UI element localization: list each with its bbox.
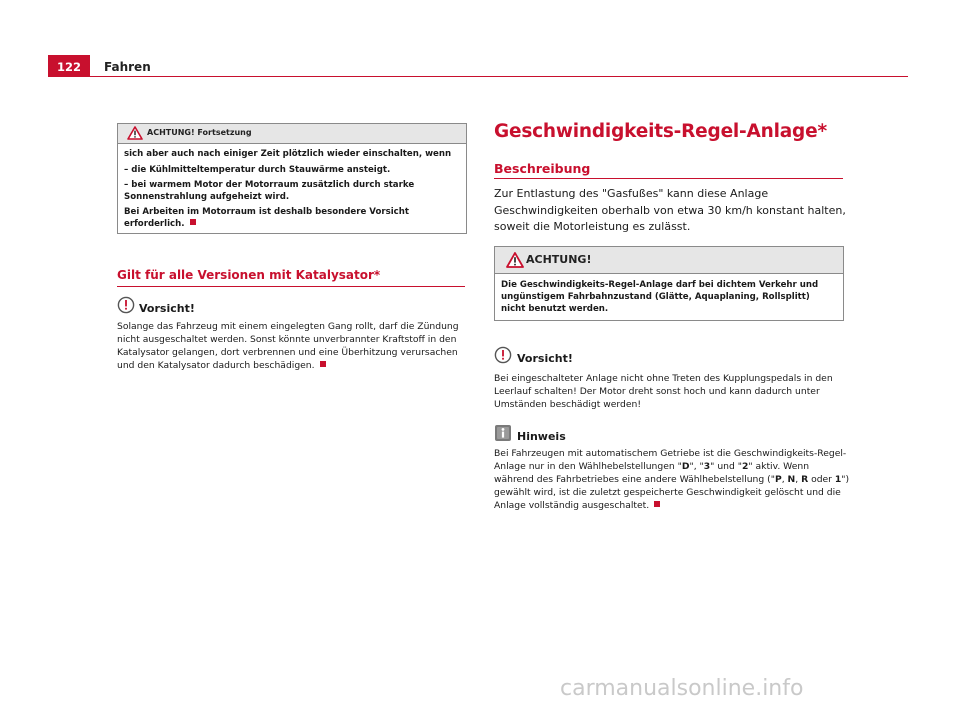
- subsection-heading: Beschreibung: [494, 161, 591, 176]
- warning-continued-title: ACHTUNG! Fortsetzung: [147, 128, 252, 137]
- warning-paragraph: [124, 207, 460, 230]
- warning-triangle-icon: [127, 126, 143, 140]
- gear-position-p: P: [774, 474, 782, 485]
- warning-text: Die Geschwindigkeits-Regel-Anlage darf bei dichtem Verkehr und ungünstigem Fahrbahnzustand (Glätte, Aquaplaning, Rollsplitt) nicht benutzt werden.: [501, 280, 819, 314]
- warning-paragraph: – die Kühlmitteltemperatur durch Stauwärme ansteigt.: [124, 164, 391, 175]
- note-text-part: " aktiv. Wenn während des Fahrbetriebes eine andere Wählhebelstellung (": [494, 461, 810, 485]
- note-text-part: oder: [808, 474, 835, 485]
- caution-title: Vorsicht!: [139, 302, 195, 315]
- note-text-part: " und ": [710, 461, 742, 472]
- caution-text: Bei eingeschalteter Anlage nicht ohne Treten des Kupplungspedals in den Leerlauf schalten! Der Motor dreht sonst hoch und kann dadurch unter Umständen beschädigt werden!: [494, 373, 833, 410]
- page-number: 122: [48, 55, 90, 77]
- intro-paragraph: Zur Entlastung des "Gasfußes" kann diese Anlage Geschwindigkeiten oberhalb von etwa 30 km/h konstant halten, soweit die Motorleistung es zulässt.: [494, 187, 846, 233]
- note-text-part: Bei Fahrzeugen mit automatischem Getriebe ist die Geschwindigkeits-Regel-Anlage nur in den Wählhebelstellungen ": [494, 448, 847, 472]
- warning-continued-header: [118, 124, 466, 144]
- gear-position-3: 3: [703, 461, 711, 472]
- section-divider: [117, 286, 465, 287]
- gear-position-n: N: [787, 474, 796, 485]
- gear-position-d: D: [681, 461, 690, 472]
- warning-continued-box: [117, 123, 467, 234]
- warning-triangle-icon: [506, 252, 524, 268]
- gear-position-2: 2: [741, 461, 749, 472]
- note-text-part: ", ": [689, 461, 704, 472]
- caution-title: Vorsicht!: [517, 352, 573, 365]
- section-heading-catalyst: Gilt für alle Versionen mit Katalysator*: [117, 268, 381, 282]
- subsection-divider: [494, 178, 843, 179]
- end-square-icon: [654, 501, 660, 507]
- warning-box: [494, 246, 844, 321]
- warning-header: [495, 247, 843, 274]
- gear-position-r: R: [801, 474, 809, 485]
- warning-paragraph-text: Bei Arbeiten im Motorraum ist deshalb besondere Vorsicht erforderlich.: [124, 207, 409, 229]
- note-text-part: ,: [795, 474, 802, 485]
- warning-body: [495, 274, 843, 315]
- note-title: Hinweis: [517, 430, 566, 443]
- section-heading-cruise-control: Geschwindigkeits-Regel-Anlage*: [494, 121, 827, 142]
- watermark: carmanualsonline.info: [560, 676, 804, 701]
- caution-text-body: Solange das Fahrzeug mit einem eingelegten Gang rollt, darf die Zündung nicht ausgeschaltet werden. Sonst könnte unverbrannter Kraftstoff in den Katalysator gelangen, dort verbrennen und eine Überhitzung verursachen und den Katalysator dadurch beschädigen.: [117, 321, 459, 371]
- warning-paragraph: sich aber auch nach einiger Zeit plötzlich wieder einschalten, wenn: [124, 149, 452, 159]
- note-text-part: ") gewählt wird, ist die zuletzt gespeicherte Geschwindigkeit gelöscht und die Anlage vollständig ausgeschaltet.: [494, 474, 850, 511]
- note-text-part: ,: [781, 474, 788, 485]
- end-square-icon: [190, 219, 196, 225]
- gear-position-1: 1: [834, 474, 842, 485]
- caution-icon: [494, 346, 512, 364]
- end-square-icon: [320, 361, 326, 367]
- caution-icon: [117, 296, 135, 314]
- note-text: [494, 447, 850, 512]
- header-divider: [90, 76, 908, 77]
- chapter-title: Fahren: [104, 60, 151, 74]
- info-note-icon: [494, 424, 512, 442]
- caution-text: [117, 320, 469, 372]
- warning-title: ACHTUNG!: [526, 253, 592, 266]
- warning-paragraph: – bei warmem Motor der Motorraum zusätzlich durch starke Sonnenstrahlung aufgeheizt wird.: [124, 180, 415, 202]
- warning-continued-body: [118, 144, 466, 230]
